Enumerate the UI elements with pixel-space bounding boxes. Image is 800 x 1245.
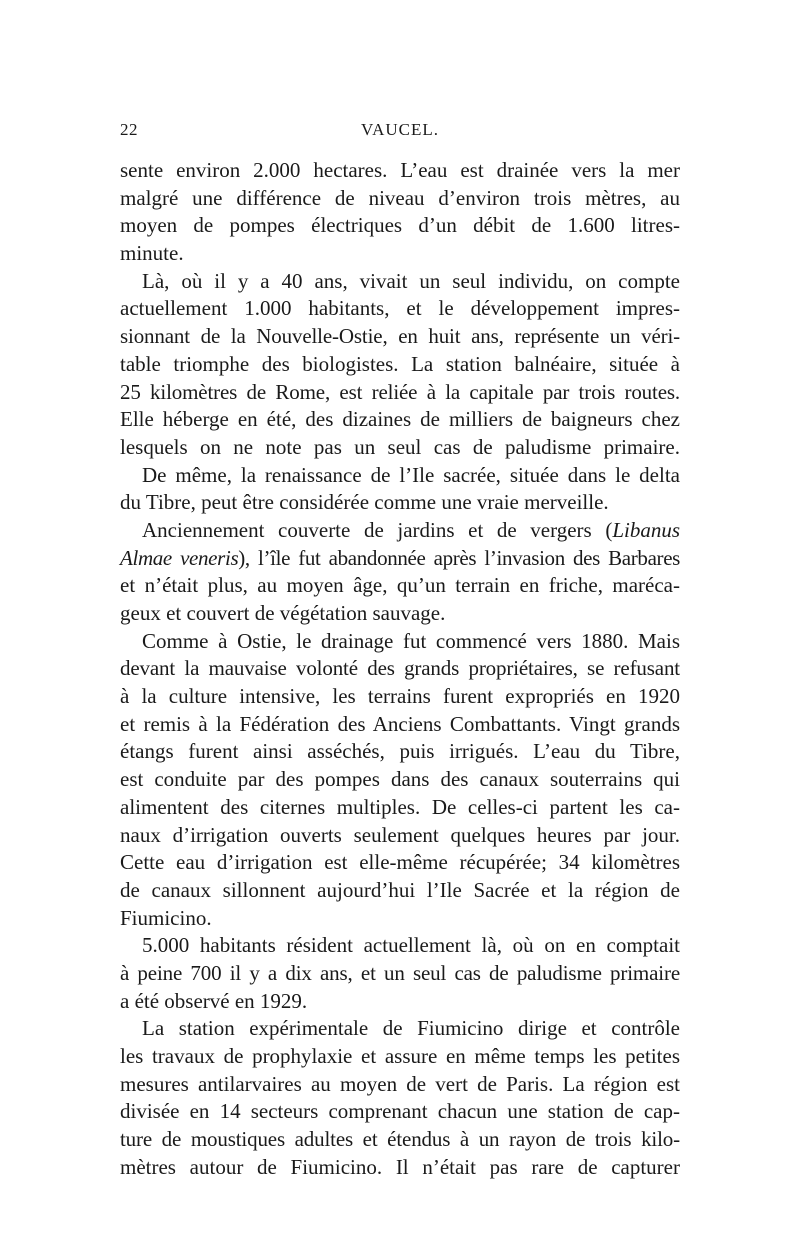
text-line: geux et couvert de végétation sauvage. [120, 601, 446, 625]
text-line: et n’était plus, au moyen âge, qu’un terrain en friche, maréca- [120, 573, 680, 598]
page-number: 22 [120, 120, 138, 139]
text-line: lesquels on ne note pas un seul cas de paludisme primaire. [120, 434, 680, 459]
text-line: 5.000 habitants résident actuellement là, où on en comptait [142, 933, 680, 958]
body-text [120, 157, 680, 1181]
latin-name: Almae veneris [120, 545, 239, 570]
text-line: sente environ 2.000 hectares. L’eau est drainée vers la mer [120, 158, 680, 182]
text-segment: Anciennement couverte de jardins et de vergers ( [142, 517, 613, 542]
text-line: actuellement 1.000 habitants, et le développement impres- [120, 296, 680, 321]
text-line [120, 517, 680, 545]
text-line: les travaux de prophylaxie et assure en même temps les petites [120, 1044, 680, 1068]
text-line: étangs furent ainsi asséchés, puis irrigués. L’eau du Tibre, [120, 739, 680, 764]
text-line: de canaux sillonnent aujourd’hui l’Ile Sacrée et la région de [120, 877, 680, 902]
text-line: malgré une différence de niveau d’environ trois mètres, au [120, 185, 680, 210]
text-line: Fiumicino. [120, 905, 212, 930]
text-line: table triomphe des biologistes. La station balnéaire, située à [120, 351, 680, 376]
text-line: à la culture intensive, les terrains furent expropriés en 1920 [120, 684, 680, 709]
text-line: Cette eau d’irrigation est elle-même récupérée; 34 kilomètres [120, 850, 680, 875]
text-line: naux d’irrigation ouverts seulement quelques heures par jour. [120, 822, 680, 847]
text-line: minute. [120, 241, 184, 266]
text-line: Comme à Ostie, le drainage fut commencé vers 1880. Mais [142, 628, 680, 653]
text-line: devant la mauvaise volonté des grands propriétaires, se refusant [120, 656, 680, 681]
text-line: ture de moustiques adultes et étendus à un rayon de trois kilo- [120, 1127, 680, 1152]
text-line: a été observé en 1929. [120, 988, 308, 1013]
text-line: moyen de pompes électriques d’un débit de 1.600 litres- [120, 213, 680, 238]
running-head [120, 120, 680, 144]
text-line: est conduite par des pompes dans des canaux souterrains qui [120, 767, 680, 792]
text-line: 25 kilomètres de Rome, est reliée à la capitale par trois routes. [120, 379, 680, 404]
text-line: mesures antilarvaires au moyen de vert de Paris. La région est [120, 1071, 680, 1096]
latin-name: Libanus [612, 517, 680, 542]
text-line: et remis à la Fédération des Anciens Combattants. Vingt grands [120, 711, 680, 736]
text-segment: ), l’île fut abandonnée après l’invasion des Barbares [238, 545, 680, 570]
text-line: Là, où il y a 40 ans, vivait un seul individu, on compte [142, 268, 680, 293]
text-line: De même, la renaissance de l’Ile sacrée, située dans le delta [142, 462, 680, 487]
text-line: Elle héberge en été, des dizaines de milliers de baigneurs chez [120, 407, 680, 432]
text-line: sionnant de la Nouvelle-Ostie, en huit ans, représente un véri- [120, 324, 680, 349]
text-line: à peine 700 il y a dix ans, et un seul cas de paludisme primaire [120, 960, 680, 985]
text-line: du Tibre, peut être considérée comme une vraie merveille. [120, 490, 609, 515]
text-line: mètres autour de Fiumicino. Il n’était pas rare de capturer [120, 1154, 680, 1179]
running-title: VAUCEL. [361, 120, 439, 139]
text-line: alimentent des citernes multiples. De celles-ci partent les ca- [120, 794, 680, 819]
text-line [120, 545, 680, 573]
text-line: divisée en 14 secteurs comprenant chacun une station de cap- [120, 1099, 680, 1124]
text-line: La station expérimentale de Fiumicino dirige et contrôle [142, 1016, 680, 1041]
